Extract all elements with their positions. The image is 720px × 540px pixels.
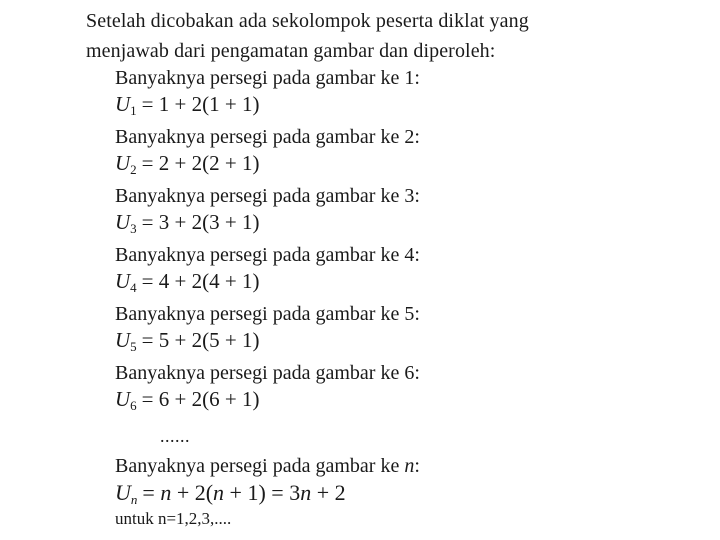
term-index: 1 bbox=[130, 103, 137, 118]
term-equation bbox=[115, 149, 655, 177]
term-label: Banyaknya persegi pada gambar ke 2: bbox=[115, 126, 420, 148]
term-index: 2 bbox=[130, 162, 137, 177]
term-equation bbox=[115, 326, 655, 354]
general-label-suffix: : bbox=[414, 455, 420, 477]
intro-line-2: menjawab dari pengamatan gambar dan diperoleh: bbox=[86, 40, 496, 62]
term-label: Banyaknya persegi pada gambar ke 4: bbox=[115, 244, 420, 266]
general-expr-mid: + 2( bbox=[171, 480, 214, 505]
term-expression: = 1 + 2(1 + 1) bbox=[141, 92, 260, 116]
general-index: n bbox=[130, 492, 138, 507]
general-expr-start: = bbox=[142, 480, 161, 505]
general-term bbox=[115, 454, 675, 530]
general-label-var: n bbox=[404, 455, 415, 477]
term-symbol: U bbox=[115, 328, 131, 352]
term-item-4 bbox=[115, 243, 655, 302]
term-index: 5 bbox=[130, 339, 137, 354]
term-index: 4 bbox=[130, 280, 137, 295]
term-expression: = 4 + 2(4 + 1) bbox=[141, 269, 260, 293]
general-n1: n bbox=[160, 480, 172, 505]
term-label: Banyaknya persegi pada gambar ke 6: bbox=[115, 362, 420, 384]
term-expression: = 6 + 2(6 + 1) bbox=[141, 387, 260, 411]
general-expr-mid2: + 1) = 3 bbox=[224, 480, 301, 505]
term-symbol: U bbox=[115, 151, 131, 175]
general-n3: n bbox=[300, 480, 312, 505]
term-list bbox=[115, 66, 655, 420]
term-item-1 bbox=[115, 66, 655, 125]
term-index: 6 bbox=[130, 398, 137, 413]
general-term-label bbox=[115, 454, 675, 478]
general-symbol: U bbox=[115, 480, 131, 505]
term-label: Banyaknya persegi pada gambar ke 5: bbox=[115, 303, 420, 325]
term-item-2 bbox=[115, 125, 655, 184]
term-expression: = 2 + 2(2 + 1) bbox=[141, 151, 260, 175]
term-symbol: U bbox=[115, 210, 131, 234]
general-n2: n bbox=[213, 480, 225, 505]
general-label-prefix: Banyaknya persegi pada gambar ke bbox=[115, 455, 400, 477]
term-symbol: U bbox=[115, 92, 131, 116]
general-term-equation bbox=[115, 478, 675, 508]
intro-line-1: Setelah dicobakan ada sekolompok peserta diklat yang bbox=[86, 10, 529, 32]
general-expr-end: + 2 bbox=[311, 480, 346, 505]
term-item-6 bbox=[115, 361, 655, 420]
term-index: 3 bbox=[130, 221, 137, 236]
term-equation bbox=[115, 90, 655, 118]
term-item-3 bbox=[115, 184, 655, 243]
term-equation bbox=[115, 385, 655, 413]
term-equation bbox=[115, 267, 655, 295]
term-label: Banyaknya persegi pada gambar ke 1: bbox=[115, 67, 420, 89]
term-expression: = 3 + 2(3 + 1) bbox=[141, 210, 260, 234]
ellipsis: ...... bbox=[160, 426, 190, 446]
term-symbol: U bbox=[115, 269, 131, 293]
intro-paragraph bbox=[86, 6, 686, 66]
general-condition: untuk n=1,2,3,.... bbox=[115, 509, 232, 528]
term-symbol: U bbox=[115, 387, 131, 411]
term-expression: = 5 + 2(5 + 1) bbox=[141, 328, 260, 352]
term-label: Banyaknya persegi pada gambar ke 3: bbox=[115, 185, 420, 207]
term-equation bbox=[115, 208, 655, 236]
term-item-5 bbox=[115, 302, 655, 361]
